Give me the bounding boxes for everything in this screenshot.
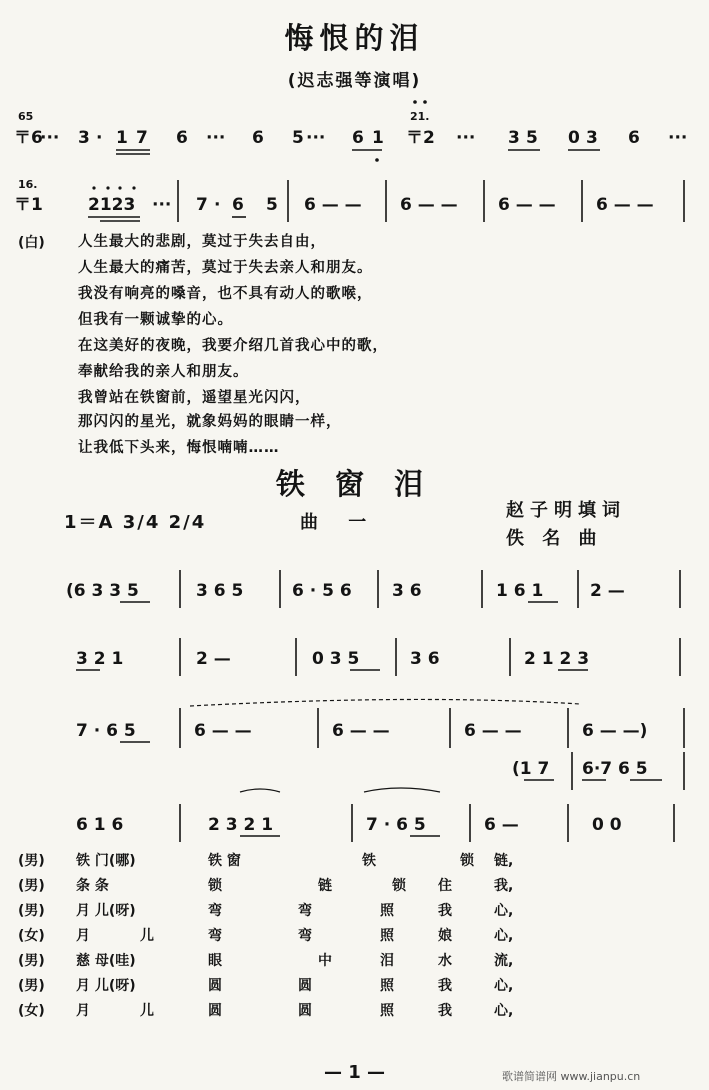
- lyric-line: [18, 975, 538, 999]
- svg-text:6 · 5 6: 6 · 5 6: [292, 581, 352, 601]
- svg-text:7 · 6 5: 7 · 6 5: [76, 721, 136, 741]
- lyric-word: 月: [76, 1003, 90, 1019]
- lyric-word: 中: [318, 953, 332, 969]
- svg-text:6 1 6: 6 1 6: [76, 815, 124, 835]
- svg-text:···: ···: [668, 128, 688, 148]
- performer-subtitle: (迟志强等演唱): [287, 71, 422, 91]
- svg-text:6 — —): 6 — —): [582, 721, 648, 741]
- lyric-word: 弯: [208, 903, 222, 919]
- dialogue-line: 在这美好的夜晚，我要介绍几首我心中的歌，: [78, 338, 388, 354]
- lyric-line: [18, 900, 538, 924]
- lyric-word: 心,: [494, 903, 514, 919]
- svg-text:6 — —: 6 — —: [332, 721, 390, 741]
- lyric-word: 月 儿(呀): [76, 978, 136, 994]
- svg-text:·: ·: [96, 128, 103, 148]
- lyric-role: (男): [18, 853, 45, 869]
- svg-text:2123: 2123: [88, 195, 136, 215]
- svg-text:3 6: 3 6: [392, 581, 422, 601]
- svg-text:3 2 1: 3 2 1: [76, 649, 124, 669]
- key-signature: 1＝A 3/4 2/4: [64, 512, 207, 533]
- staff4-notes: [76, 638, 680, 676]
- staff2-notes: [88, 180, 684, 222]
- svg-text:2 —: 2 —: [196, 649, 231, 669]
- svg-text:2 —: 2 —: [590, 581, 625, 601]
- lyric-word: 心,: [494, 1003, 514, 1019]
- staff1-mark-b: 〒2: [406, 128, 435, 148]
- svg-text:6 — —: 6 — —: [304, 195, 362, 215]
- lyric-word: 铁 门(哪): [76, 853, 136, 869]
- dialogue-line: 那闪闪的星光，就象妈妈的眼睛一样，: [78, 414, 342, 430]
- lyric-word: 弯: [298, 928, 312, 944]
- dialogue-line: 我没有响亮的嗓音，也不具有动人的歌喉，: [78, 286, 373, 302]
- lyric-word: 心,: [494, 978, 514, 994]
- lyric-word: 弯: [208, 928, 222, 944]
- lyric-word: 水: [438, 953, 452, 969]
- dialogue-line: 我曾站在铁窗前，遥望星光闪闪，: [78, 390, 311, 406]
- lyric-word: 心,: [494, 928, 514, 944]
- staff3-notes: [66, 570, 680, 608]
- svg-text:3 6: 3 6: [410, 649, 440, 669]
- svg-text:5: 5: [526, 128, 538, 148]
- page-title: 悔恨的泪: [284, 21, 425, 55]
- svg-text:0: 0: [568, 128, 580, 148]
- staff2-prefix: 16.: [18, 178, 38, 191]
- svg-text:0 0: 0 0: [592, 815, 622, 835]
- lyric-word: 娘: [438, 928, 452, 944]
- lyric-role: (男): [18, 978, 45, 994]
- svg-text:1: 1: [116, 128, 128, 148]
- lyric-word: 锁: [392, 878, 406, 894]
- lyric-word: 流,: [494, 953, 514, 969]
- svg-text:6: 6: [232, 195, 244, 215]
- svg-text:6·7 6 5: 6·7 6 5: [582, 759, 648, 779]
- svg-text:3: 3: [508, 128, 520, 148]
- lyric-word: 锁: [208, 878, 222, 894]
- svg-text:·: ·: [214, 195, 221, 215]
- svg-text:6 —: 6 —: [484, 815, 519, 835]
- lyric-word: 圆: [298, 1003, 312, 1019]
- svg-text:···: ···: [456, 128, 476, 148]
- staff5-notes: [76, 699, 684, 748]
- staff1-prefix: 65: [18, 110, 34, 123]
- lyric-word: 圆: [208, 1003, 222, 1019]
- lyric-word: 照: [380, 978, 394, 994]
- svg-text:6 — —: 6 — —: [194, 721, 252, 741]
- lyric-word: 我,: [494, 878, 514, 894]
- dialogue-line: 让我低下头来，悔恨喃喃……: [78, 440, 280, 456]
- lyric-word: 泪: [380, 953, 394, 969]
- svg-text:···: ···: [152, 195, 172, 215]
- page-number: — 1 —: [323, 1062, 386, 1083]
- svg-text:5: 5: [292, 128, 304, 148]
- song-title: 铁 窗 泪: [275, 467, 434, 501]
- staff1-mark-a: 〒6: [14, 128, 43, 148]
- lyric-word: 月 儿(呀): [76, 903, 136, 919]
- svg-text:7: 7: [136, 128, 148, 148]
- lyric-role: (男): [18, 953, 45, 969]
- dialogue-speaker: (白): [18, 235, 45, 251]
- svg-text:3: 3: [78, 128, 90, 148]
- svg-text:6: 6: [352, 128, 364, 148]
- dialogue-line: 奉献给我的亲人和朋友。: [78, 364, 249, 380]
- lyric-word: 眼: [208, 953, 222, 969]
- svg-text:6: 6: [628, 128, 640, 148]
- svg-text:6 — —: 6 — —: [400, 195, 458, 215]
- lyric-word: 条 条: [76, 878, 109, 894]
- svg-text:(1 7: (1 7: [512, 759, 550, 779]
- lyric-word: 铁 窗: [208, 853, 241, 869]
- svg-text:3 6 5: 3 6 5: [196, 581, 244, 601]
- dialogue-line: 人生最大的悲剧，莫过于失去自由，: [78, 234, 326, 250]
- svg-text:7: 7: [196, 195, 208, 215]
- lyric-word: 照: [380, 928, 394, 944]
- staff1-notes: [40, 128, 384, 148]
- svg-text:6 — —: 6 — —: [464, 721, 522, 741]
- lyric-word: 儿: [140, 928, 154, 944]
- lyric-word: 弯: [298, 903, 312, 919]
- lyric-word: 锁: [460, 853, 474, 869]
- svg-text:6: 6: [176, 128, 188, 148]
- lyric-word: 住: [438, 878, 452, 894]
- svg-text:6 — —: 6 — —: [498, 195, 556, 215]
- svg-text:6: 6: [252, 128, 264, 148]
- lyric-word: 月: [76, 928, 90, 944]
- lyric-word: 我: [438, 978, 452, 994]
- watermark: 歌谱简谱网 www.jianpu.cn: [502, 1070, 641, 1083]
- staff2-mark: 〒1: [14, 195, 43, 215]
- lyric-word: 照: [380, 1003, 394, 1019]
- lyric-word: 儿: [140, 1003, 154, 1019]
- dialogue-line: 但我有一颗诚挚的心。: [78, 312, 233, 328]
- staff1-notes-b: [116, 100, 687, 162]
- lyricist-credit: 赵子明填词: [506, 500, 626, 521]
- lyric-line: [18, 850, 538, 874]
- lyric-word: 照: [380, 903, 394, 919]
- svg-text:···: ···: [206, 128, 226, 148]
- lyric-line: [18, 875, 538, 899]
- lyric-line: [18, 950, 538, 974]
- staff6-notes: [512, 752, 684, 790]
- lyric-role: (女): [18, 1003, 45, 1019]
- lyric-word: 链: [318, 878, 332, 894]
- lyric-word: 慈 母(哇): [76, 953, 136, 969]
- svg-text:1: 1: [372, 128, 384, 148]
- section-label: 曲 一: [300, 512, 379, 533]
- svg-text:···: ···: [306, 128, 326, 148]
- lyric-role: (女): [18, 928, 45, 944]
- svg-text:2 1 2 3: 2 1 2 3: [524, 649, 590, 669]
- lyric-role: (男): [18, 903, 45, 919]
- svg-text:6 — —: 6 — —: [596, 195, 654, 215]
- lyric-word: 我: [438, 903, 452, 919]
- svg-text:2 3 2 1: 2 3 2 1: [208, 815, 274, 835]
- dialogue-line: 人生最大的痛苦，莫过于失去亲人和朋友。: [78, 260, 373, 276]
- svg-text:3: 3: [586, 128, 598, 148]
- svg-text:1 6 1: 1 6 1: [496, 581, 544, 601]
- svg-text:···: ···: [40, 128, 60, 148]
- staff1-prefix2: 21.: [410, 110, 430, 123]
- lyric-role: (男): [18, 878, 45, 894]
- lyric-word: 铁: [362, 853, 376, 869]
- composer-credit: 佚 名 曲: [506, 528, 603, 549]
- lyric-word: 我: [438, 1003, 452, 1019]
- svg-text:7 · 6 5: 7 · 6 5: [366, 815, 426, 835]
- svg-text:(6 3 3 5: (6 3 3 5: [66, 581, 139, 601]
- svg-text:5: 5: [266, 195, 278, 215]
- lyric-word: 链,: [494, 853, 514, 869]
- lyric-line: [18, 925, 538, 949]
- staff7-notes: [76, 788, 674, 842]
- lyric-word: 圆: [208, 978, 222, 994]
- lyric-line: [18, 1000, 538, 1024]
- lyric-word: 圆: [298, 978, 312, 994]
- svg-text:0 3 5: 0 3 5: [312, 649, 360, 669]
